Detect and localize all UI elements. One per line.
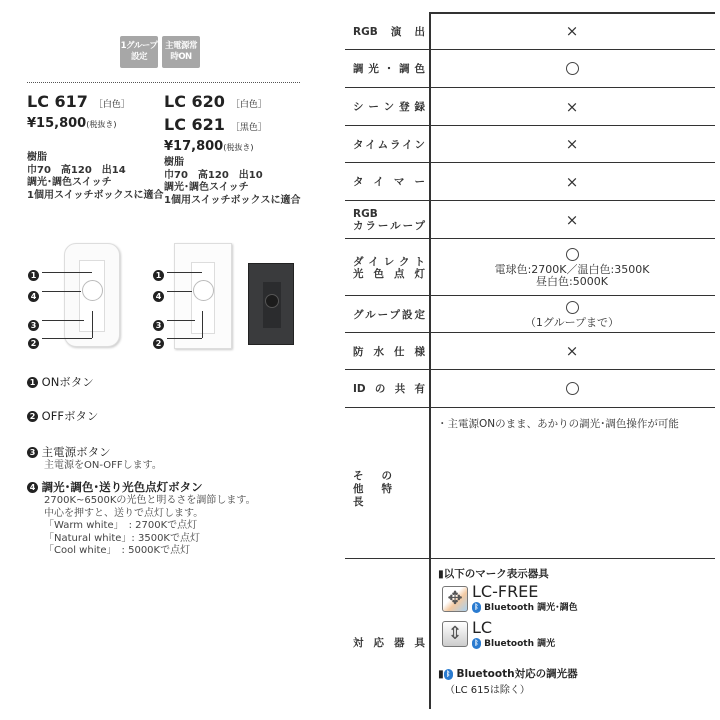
model-color: ［白色］ xyxy=(93,100,130,110)
spec: 1個用スイッチボックスに適合 xyxy=(27,189,164,201)
row-label: タイムライン xyxy=(353,138,425,151)
cross-mark-icon: × xyxy=(565,97,579,116)
row-label: RGB カラーループ xyxy=(353,208,425,232)
callout-3: 3 xyxy=(153,315,164,334)
row-label: シーン登録 xyxy=(353,101,425,113)
row-value: （1グループまで） xyxy=(429,301,715,329)
legend-item-on: 1 ONボタン xyxy=(27,375,94,390)
table-row xyxy=(345,50,715,88)
table-row xyxy=(345,333,715,370)
row-label: その他特長 xyxy=(353,470,410,508)
table-row-compatible xyxy=(345,559,715,709)
row-label: ダイレクト 光色点灯 xyxy=(353,255,425,280)
row-label: 調光・調色 xyxy=(353,63,425,75)
row-label: IDの共有 xyxy=(353,383,425,395)
model-color: ［黒色］ xyxy=(230,123,267,133)
row-label: タイマー xyxy=(353,176,425,188)
price: ¥17,800 xyxy=(164,139,224,154)
model-code: LC 617 xyxy=(27,92,88,111)
row-value xyxy=(429,344,715,359)
callout-3: 3 xyxy=(28,315,39,334)
badge-main-power-on: 主電源常時ON xyxy=(162,36,200,68)
table-row xyxy=(345,163,715,201)
row-value xyxy=(429,172,715,191)
lc-free-mark: LC-FREE ᛒ Bluetooth 調光･調色 xyxy=(472,582,578,613)
tax-note: (税抜き) xyxy=(223,143,254,152)
spec: 巾70 高120 出14 xyxy=(27,164,126,176)
spec: 樹脂 xyxy=(164,157,184,168)
row-value: 電球色:2700K／温白色:3500K 昼白色:5000K xyxy=(429,248,715,288)
callout-1: 1 xyxy=(153,265,164,284)
table-row xyxy=(345,13,715,50)
row-label: 対応器具 xyxy=(353,637,425,649)
row-value xyxy=(429,97,715,116)
circle-mark-icon xyxy=(429,248,715,264)
cross-mark-icon: × xyxy=(565,135,579,153)
cross-mark-icon: × xyxy=(565,210,579,229)
row-value xyxy=(429,137,715,152)
circle-mark-icon xyxy=(429,301,715,317)
row-label: 防水仕様 xyxy=(353,345,425,358)
table-row xyxy=(345,126,715,163)
divider xyxy=(27,82,300,83)
badge-group-setting: 1グループ設定 xyxy=(120,36,158,68)
callout-4: 4 xyxy=(28,286,39,305)
row-label: RGB演出 xyxy=(353,25,425,38)
spec: 調光･調色スイッチ xyxy=(27,177,112,188)
compat-heading: ▮以下のマーク表示器具 xyxy=(438,568,549,580)
cross-mark-icon: × xyxy=(565,342,579,360)
legend-item-dimming: 4 調光･調色･送り光色点灯ボタン 2700K~6500Kの光色と明るさを調節します。 中心を押すと、送りで点灯します。 「Warm white」 : 2700Kで点灯 「Natural white」: 3500Kで点灯 「Cool white」 : 5000Kで点灯 xyxy=(27,480,256,558)
cross-mark-icon: × xyxy=(565,22,579,40)
callout-1: 1 xyxy=(28,265,39,284)
circle-mark-icon xyxy=(429,382,715,398)
spec: 樹脂 xyxy=(27,152,47,163)
lc-mark: LC ᛒ Bluetooth 調光 xyxy=(472,618,556,649)
price: ¥15,800 xyxy=(27,116,87,131)
product-lc620-621 xyxy=(164,92,300,207)
row-value xyxy=(429,24,715,39)
table-row xyxy=(345,296,715,333)
bt-note: （LC 615は除く） xyxy=(445,685,530,696)
legend-item-off: 2 OFFボタン xyxy=(27,409,98,424)
model-code: LC 620 xyxy=(164,92,225,111)
tax-note: (税抜き) xyxy=(86,120,117,129)
legend-item-main-power: 3 主電源ボタン 主電源をON-OFFします。 xyxy=(27,445,162,473)
bt-heading: ▮ ᛒ Bluetooth対応の調光器 xyxy=(438,668,578,680)
row-value xyxy=(429,62,715,78)
row-value xyxy=(429,210,715,229)
callout-4: 4 xyxy=(153,286,164,305)
bluetooth-icon: ᛒ xyxy=(444,669,453,680)
switch-image-lc620 xyxy=(174,243,232,349)
spec: 1個用スイッチボックスに適合 xyxy=(164,194,301,206)
spec: 調光･調色スイッチ xyxy=(164,182,249,193)
model-code: LC 621 xyxy=(164,115,225,134)
table-row xyxy=(345,370,715,408)
callout-2: 2 xyxy=(153,333,164,352)
switch-image-lc621 xyxy=(248,263,294,345)
cross-mark-icon: × xyxy=(565,172,579,191)
row-value xyxy=(429,382,715,398)
product-lc617 xyxy=(27,92,163,202)
table-row xyxy=(345,239,715,296)
table-row xyxy=(345,201,715,239)
circle-mark-icon xyxy=(429,62,715,78)
model-color: ［白色］ xyxy=(230,100,267,110)
bluetooth-icon: ᛒ xyxy=(472,602,481,613)
lc-mark-icon: ⇕ xyxy=(442,621,468,647)
spec: 巾70 高120 出10 xyxy=(164,169,263,181)
table-row-other-features xyxy=(345,408,715,559)
callout-2: 2 xyxy=(28,333,39,352)
row-label: グループ設定 xyxy=(353,308,425,321)
table-row xyxy=(345,88,715,126)
bluetooth-icon: ᛒ xyxy=(472,638,481,649)
lc-free-mark-icon: ✥ xyxy=(442,586,468,612)
row-value: ・主電源ONのまま、あかりの調光･調色操作が可能 xyxy=(437,418,679,430)
